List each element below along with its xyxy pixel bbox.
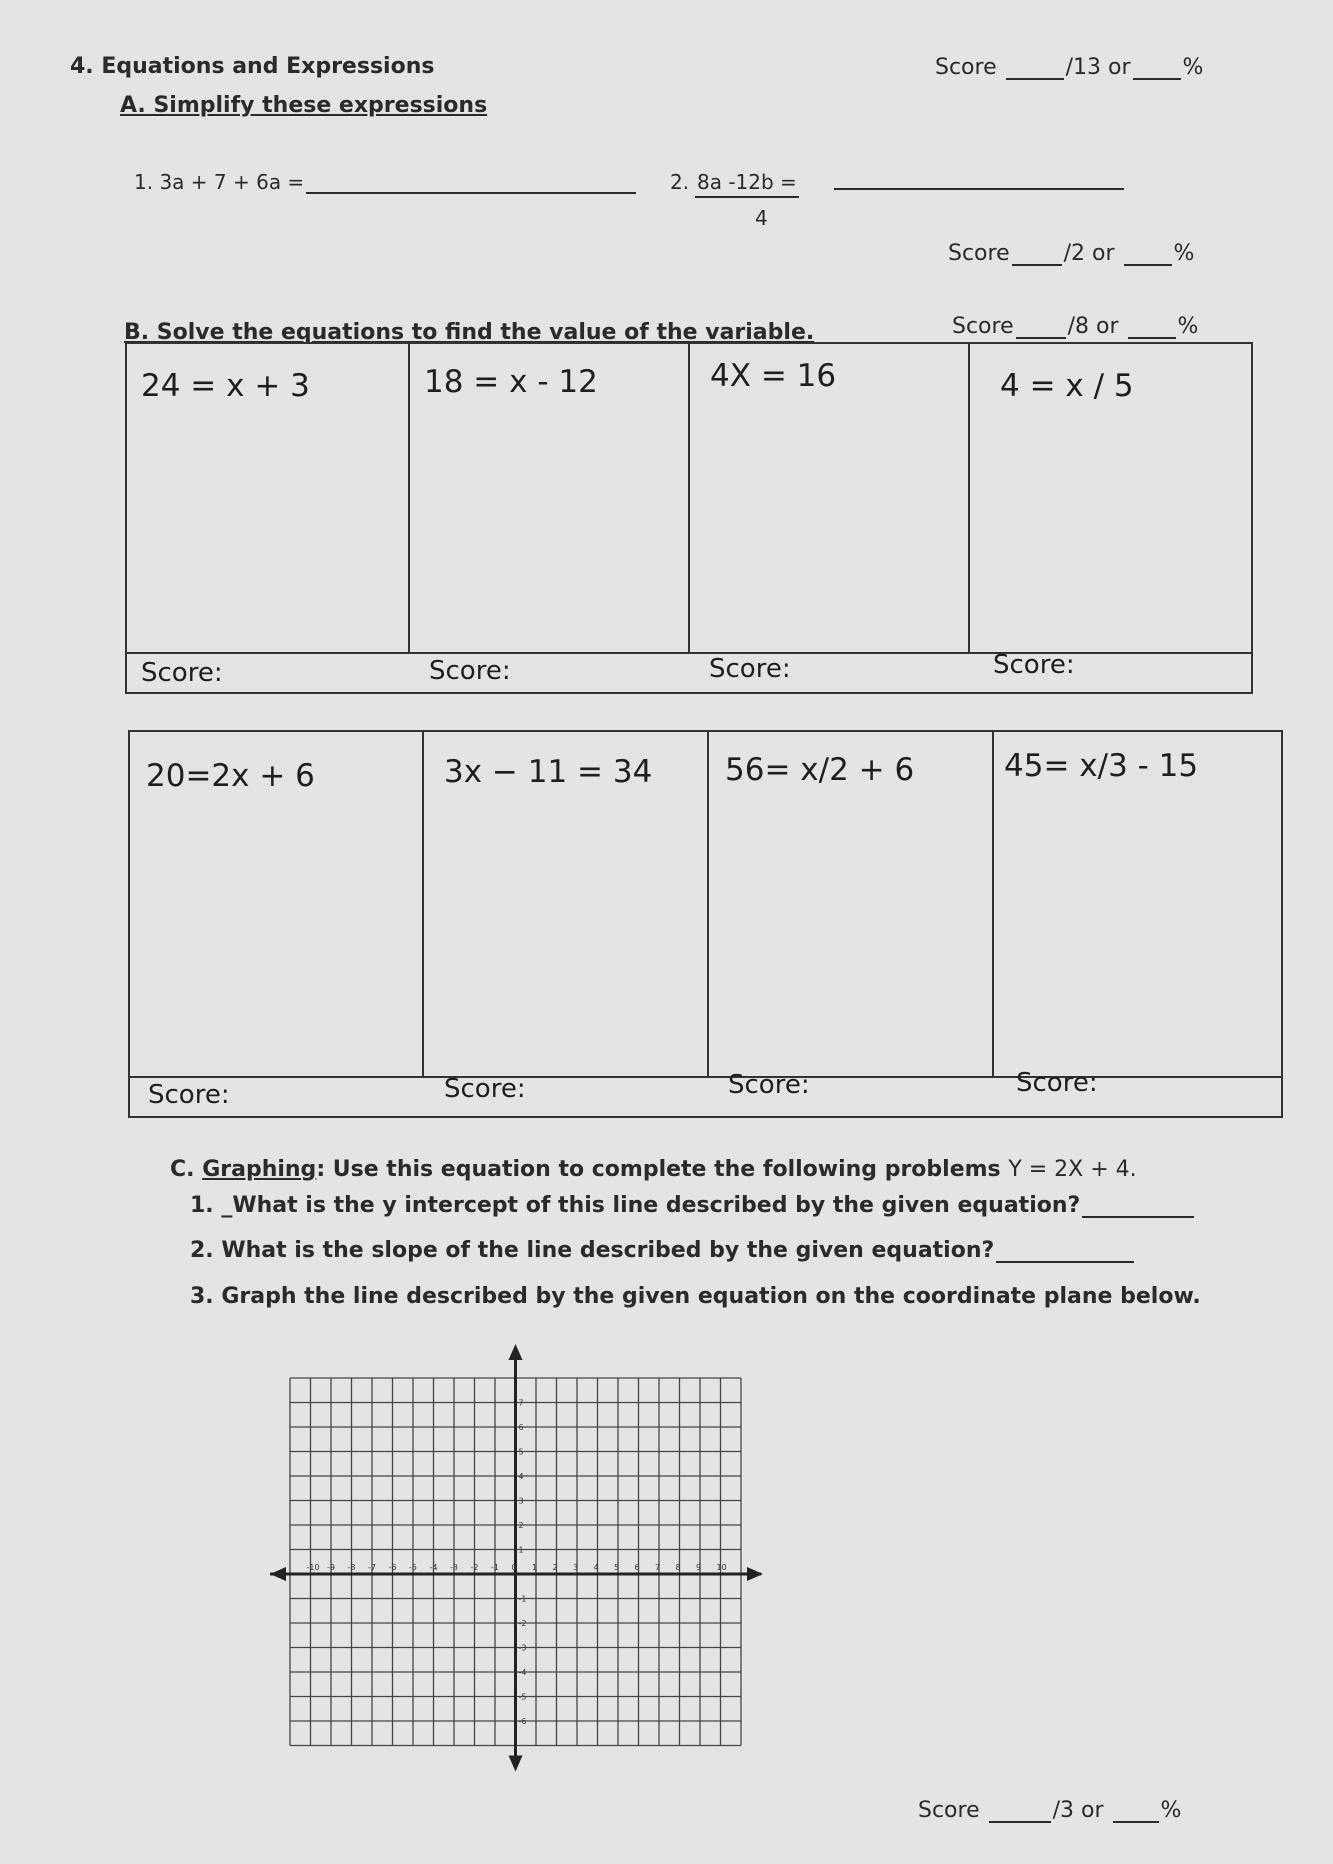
equation-cell-5[interactable] [130, 732, 424, 1076]
x-tick-label: -9 [327, 1563, 335, 1572]
section-a-score [948, 240, 1194, 266]
equation-7: 56= x/2 + 6 [725, 752, 915, 788]
y-tick-label: 4 [518, 1472, 524, 1481]
section-c-score-blank[interactable] [989, 1797, 1051, 1823]
section-c-score-total: /3 or [1052, 1798, 1104, 1824]
y-tick-label: 1 [518, 1545, 524, 1555]
header-pct-blank[interactable] [1133, 54, 1181, 80]
score-row-2 [130, 1068, 1281, 1116]
section-c-q2-text: 2. What is the slope of the line described by the given equation? [190, 1238, 995, 1264]
section-c-score [918, 1797, 1181, 1823]
section-c-pct-blank[interactable] [1113, 1797, 1159, 1823]
header-score [935, 54, 1203, 80]
cell-score-4[interactable]: Score: [993, 650, 1075, 680]
y-tick-label: -5 [518, 1692, 527, 1702]
axes [270, 1344, 763, 1772]
x-tick-label: -4 [429, 1563, 438, 1572]
y-tick-label: 7 [518, 1398, 524, 1408]
y-tick-label: -6 [518, 1717, 527, 1726]
header-score-label: Score [935, 55, 997, 81]
section-a-pct: % [1173, 241, 1195, 267]
score-row-1 [127, 652, 1251, 692]
header-score-total: /13 or [1065, 55, 1131, 81]
section-c-q3: 3. Graph the line described by the given equation on the coordinate plane below. [190, 1284, 1201, 1309]
section-a-q2-fraction [695, 170, 799, 230]
section-c-pct: % [1160, 1798, 1182, 1824]
coordinate-plane[interactable] [270, 1340, 900, 1790]
section-a-score-total: /2 or [1063, 241, 1115, 267]
x-axis-left-arrow-icon [270, 1567, 286, 1581]
section-a-q2-answer-blank[interactable] [832, 170, 1122, 192]
x-tick-label: 9 [696, 1563, 702, 1572]
section-a-q2-numerator: 8a -12b = [695, 170, 799, 198]
section-b-title: B. Solve the equations to find the value of the variable. [124, 320, 815, 345]
y-tick-label: 5 [518, 1447, 524, 1457]
section-a-q1-text: 1. 3a + 7 + 6a = [134, 170, 305, 194]
section-b-pct: % [1177, 314, 1199, 340]
x-tick-label: 7 [655, 1563, 661, 1572]
section-a-score-blank[interactable] [1012, 240, 1062, 266]
x-tick-label: 0 [511, 1563, 517, 1572]
section-c-title [170, 1157, 1137, 1182]
section-c-prefix: C. [170, 1157, 195, 1182]
equations-table-row-2 [128, 730, 1283, 1118]
x-tick-label: 6 [634, 1563, 640, 1572]
cell-score-8[interactable]: Score: [1016, 1068, 1098, 1098]
x-axis-right-arrow-icon [747, 1567, 763, 1581]
cell-score-6[interactable]: Score: [444, 1074, 526, 1104]
x-tick-label: -1 [491, 1563, 499, 1572]
cell-score-1[interactable]: Score: [141, 658, 223, 688]
y-axis-labels [519, 1399, 527, 1727]
equation-cell-1[interactable] [127, 344, 410, 652]
x-tick-label: -7 [368, 1563, 376, 1572]
y-tick-label: -4 [518, 1668, 527, 1677]
x-tick-label: -3 [450, 1563, 458, 1572]
section-b-pct-blank[interactable] [1128, 313, 1176, 339]
section-a-q1 [134, 170, 638, 194]
equation-cell-3[interactable] [690, 344, 970, 652]
section-b-score-label: Score [952, 314, 1014, 340]
cell-score-2[interactable]: Score: [429, 656, 511, 686]
x-tick-label: 4 [593, 1563, 599, 1572]
equation-1: 24 = x + 3 [141, 368, 310, 404]
equation-cell-8[interactable] [994, 732, 1281, 1076]
equation-cell-4[interactable] [970, 344, 1251, 652]
section-c-q2 [190, 1237, 1136, 1263]
equation-5: 20=2x + 6 [146, 758, 315, 794]
section-a-q1-answer-blank[interactable] [306, 170, 636, 194]
equations-table-row-1 [125, 342, 1253, 694]
x-tick-label: -2 [470, 1563, 479, 1572]
equation-2: 18 = x - 12 [424, 364, 598, 400]
y-tick-label: -2 [518, 1619, 527, 1628]
section-b-score-total: /8 or [1067, 314, 1119, 340]
section-c-q1-text: 1. _What is the y intercept of this line described by the given equation? [190, 1193, 1081, 1219]
y-tick-label: 3 [518, 1496, 524, 1506]
equation-3: 4X = 16 [710, 358, 837, 394]
equation-8: 45= x/3 - 15 [1004, 748, 1199, 784]
y-tick-label: 6 [518, 1423, 524, 1432]
section-b-score-blank[interactable] [1016, 313, 1066, 339]
x-tick-label: -6 [388, 1563, 397, 1572]
cell-score-7[interactable]: Score: [728, 1070, 810, 1100]
x-tick-label: 10 [716, 1563, 727, 1572]
section-c-title-rest: : Use this equation to complete the following problems [316, 1157, 1001, 1182]
cell-score-3[interactable]: Score: [709, 654, 791, 684]
section-c-score-label: Score [918, 1798, 980, 1824]
x-tick-label: 8 [675, 1563, 681, 1572]
section-a-score-label: Score [948, 241, 1010, 267]
x-tick-label: -10 [306, 1563, 320, 1572]
header-pct: % [1182, 55, 1204, 81]
x-tick-label: -8 [347, 1563, 356, 1572]
y-tick-label: 2 [518, 1521, 524, 1530]
equation-6: 3x − 11 = 34 [444, 754, 653, 790]
cell-score-5[interactable]: Score: [148, 1080, 230, 1110]
section-a-q2-number: 2. [670, 170, 690, 194]
header-score-blank[interactable] [1006, 54, 1064, 80]
section-a-title: A. Simplify these expressions [120, 93, 488, 118]
y-tick-label: -1 [518, 1594, 527, 1604]
section-a-q2-denominator: 4 [755, 206, 768, 230]
equation-cell-2[interactable] [410, 344, 690, 652]
worksheet-title: 4. Equations and Expressions [70, 54, 435, 79]
section-a-pct-blank[interactable] [1124, 240, 1172, 266]
section-c-equation: Y = 2X + 4. [1008, 1157, 1137, 1182]
equation-cell-6[interactable] [424, 732, 709, 1076]
x-tick-label: 1 [532, 1563, 538, 1572]
x-tick-label: 5 [614, 1563, 620, 1572]
section-c-keyword: Graphing [202, 1157, 317, 1182]
section-c-q1-answer-blank[interactable] [1082, 1192, 1194, 1218]
y-tick-label: -3 [518, 1643, 527, 1653]
section-c-q2-answer-blank[interactable] [996, 1237, 1134, 1263]
equation-4: 4 = x / 5 [1000, 368, 1134, 404]
x-tick-label: -5 [409, 1563, 417, 1572]
y-axis-down-arrow-icon [509, 1756, 523, 1772]
y-axis-up-arrow-icon [509, 1344, 523, 1360]
x-tick-label: 3 [573, 1563, 579, 1572]
equation-cell-7[interactable] [709, 732, 994, 1076]
section-c-q1 [190, 1192, 1196, 1218]
x-tick-label: 2 [552, 1563, 558, 1572]
section-b-score [952, 313, 1198, 339]
